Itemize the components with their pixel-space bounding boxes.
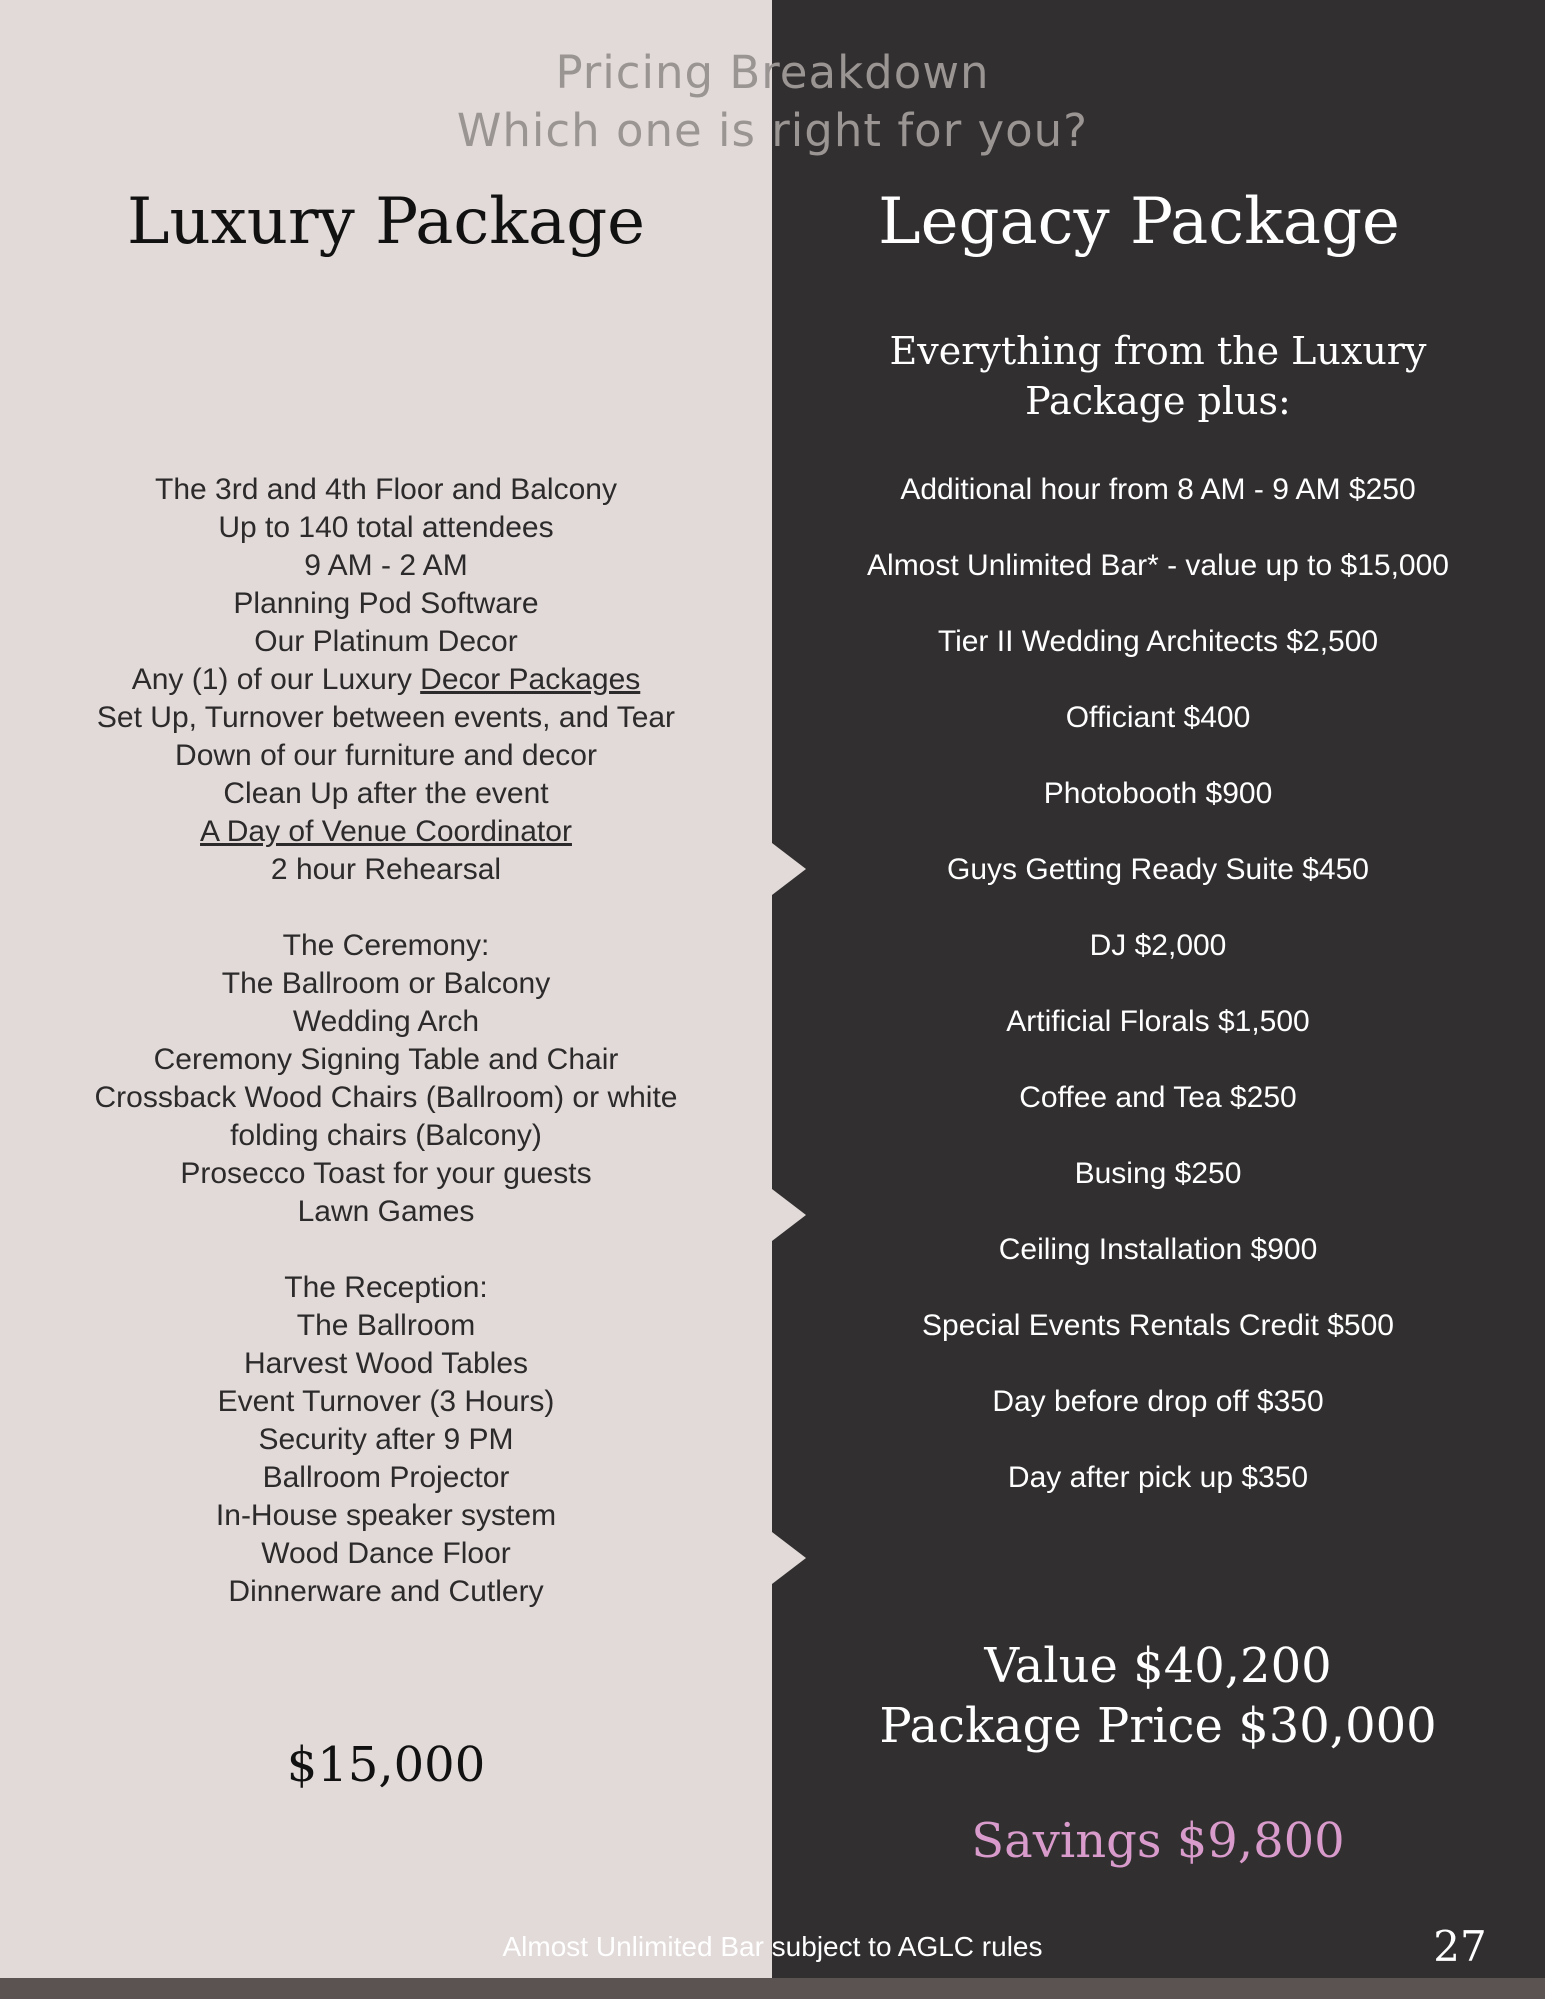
luxury-feature-item: Security after 9 PM — [258, 1423, 514, 1456]
legacy-value: Value $40,200 — [984, 1638, 1332, 1694]
legacy-package-price: Package Price $30,000 — [879, 1698, 1437, 1754]
luxury-feature-link[interactable]: Decor Packages — [420, 663, 641, 696]
legacy-pricing — [772, 1636, 1544, 1756]
page-number: 27 — [1433, 1922, 1487, 1971]
luxury-feature-text: Any (1) of our Luxury — [131, 663, 421, 696]
luxury-feature-item: Wood Dance Floor — [261, 1537, 511, 1570]
luxury-feature-item: Wedding Arch — [292, 1005, 480, 1038]
legacy-addon-item: Photobooth $900 — [1043, 777, 1273, 810]
luxury-feature-item: Up to 140 total attendees — [218, 511, 554, 544]
luxury-feature-item: Planning Pod Software — [233, 587, 539, 620]
legacy-addon-item: Additional hour from 8 AM - 9 AM $250 — [900, 473, 1416, 506]
luxury-feature-item: The Ballroom or Balcony — [221, 967, 551, 1000]
luxury-feature-item: Clean Up after the event — [223, 777, 549, 810]
luxury-feature-item — [0, 889, 772, 927]
luxury-title: Luxury Package — [126, 185, 646, 259]
legacy-addon-item: Tier II Wedding Architects $2,500 — [937, 625, 1379, 658]
legacy-addon-item: Guys Getting Ready Suite $450 — [947, 853, 1369, 886]
page-header — [0, 44, 1545, 160]
header-subtitle: Which one is right for you? — [456, 104, 1089, 157]
luxury-feature-item: Set Up, Turnover between events, and Tear — [96, 701, 676, 734]
header-title: Pricing Breakdown — [555, 46, 990, 99]
luxury-feature-item: 9 AM - 2 AM — [304, 549, 468, 582]
legacy-addon-item: DJ $2,000 — [1089, 929, 1227, 962]
legacy-addon-item: Artificial Florals $1,500 — [1006, 1005, 1310, 1038]
legacy-intro-line: Everything from the Luxury — [889, 329, 1427, 373]
luxury-feature-item: Ballroom Projector — [262, 1461, 510, 1494]
legacy-addon-item: Almost Unlimited Bar* - value up to $15,000 — [867, 549, 1449, 582]
luxury-feature-item — [0, 1231, 772, 1269]
luxury-feature-item — [0, 813, 772, 851]
luxury-feature-item: Ceremony Signing Table and Chair — [153, 1043, 619, 1076]
luxury-feature-item: Lawn Games — [297, 1195, 475, 1228]
luxury-feature-item: Harvest Wood Tables — [243, 1347, 529, 1380]
luxury-feature-link[interactable]: A Day of Venue Coordinator — [200, 815, 572, 848]
luxury-feature-item: folding chairs (Balcony) — [230, 1119, 542, 1152]
legacy-addon-item: Special Events Rentals Credit $500 — [922, 1309, 1394, 1342]
legacy-addon-item: Officiant $400 — [1065, 701, 1251, 734]
legacy-intro-line: Package plus: — [1025, 379, 1291, 423]
legacy-addon-item: Day after pick up $350 — [1007, 1461, 1309, 1494]
legacy-title: Legacy Package — [878, 185, 1400, 259]
luxury-feature-item: 2 hour Rehearsal — [270, 853, 502, 886]
luxury-feature-item: The Ballroom — [296, 1309, 476, 1342]
footnote: Almost Unlimited Bar subject to AGLC rules — [502, 1931, 1043, 1962]
luxury-feature-item: The Ceremony: — [282, 929, 490, 962]
luxury-features-list — [0, 471, 772, 1611]
legacy-addons-list — [772, 471, 1544, 1535]
legacy-intro — [772, 326, 1544, 426]
divider-notch — [772, 1532, 806, 1584]
luxury-feature-item: Dinnerware and Cutlery — [228, 1575, 544, 1608]
luxury-feature-item: Crossback Wood Chairs (Ballroom) or white — [94, 1081, 678, 1114]
luxury-feature-item: Our Platinum Decor — [254, 625, 518, 658]
luxury-feature-item: Down of our furniture and decor — [175, 739, 597, 772]
legacy-addon-item: Ceiling Installation $900 — [998, 1233, 1318, 1266]
luxury-feature-item: The 3rd and 4th Floor and Balcony — [155, 473, 617, 506]
luxury-feature-item: Event Turnover (3 Hours) — [217, 1385, 555, 1418]
luxury-feature-item: In-House speaker system — [215, 1499, 557, 1532]
legacy-savings: Savings $9,800 — [971, 1813, 1345, 1869]
luxury-feature-item — [0, 661, 772, 699]
luxury-feature-item: Prosecco Toast for your guests — [180, 1157, 592, 1190]
legacy-addon-item: Coffee and Tea $250 — [1019, 1081, 1297, 1114]
luxury-feature-item: The Reception: — [284, 1271, 488, 1304]
bottom-bar — [0, 1978, 1545, 1999]
legacy-addon-item: Busing $250 — [1074, 1157, 1242, 1190]
luxury-price: $15,000 — [286, 1737, 486, 1793]
legacy-addon-item: Day before drop off $350 — [992, 1385, 1324, 1418]
